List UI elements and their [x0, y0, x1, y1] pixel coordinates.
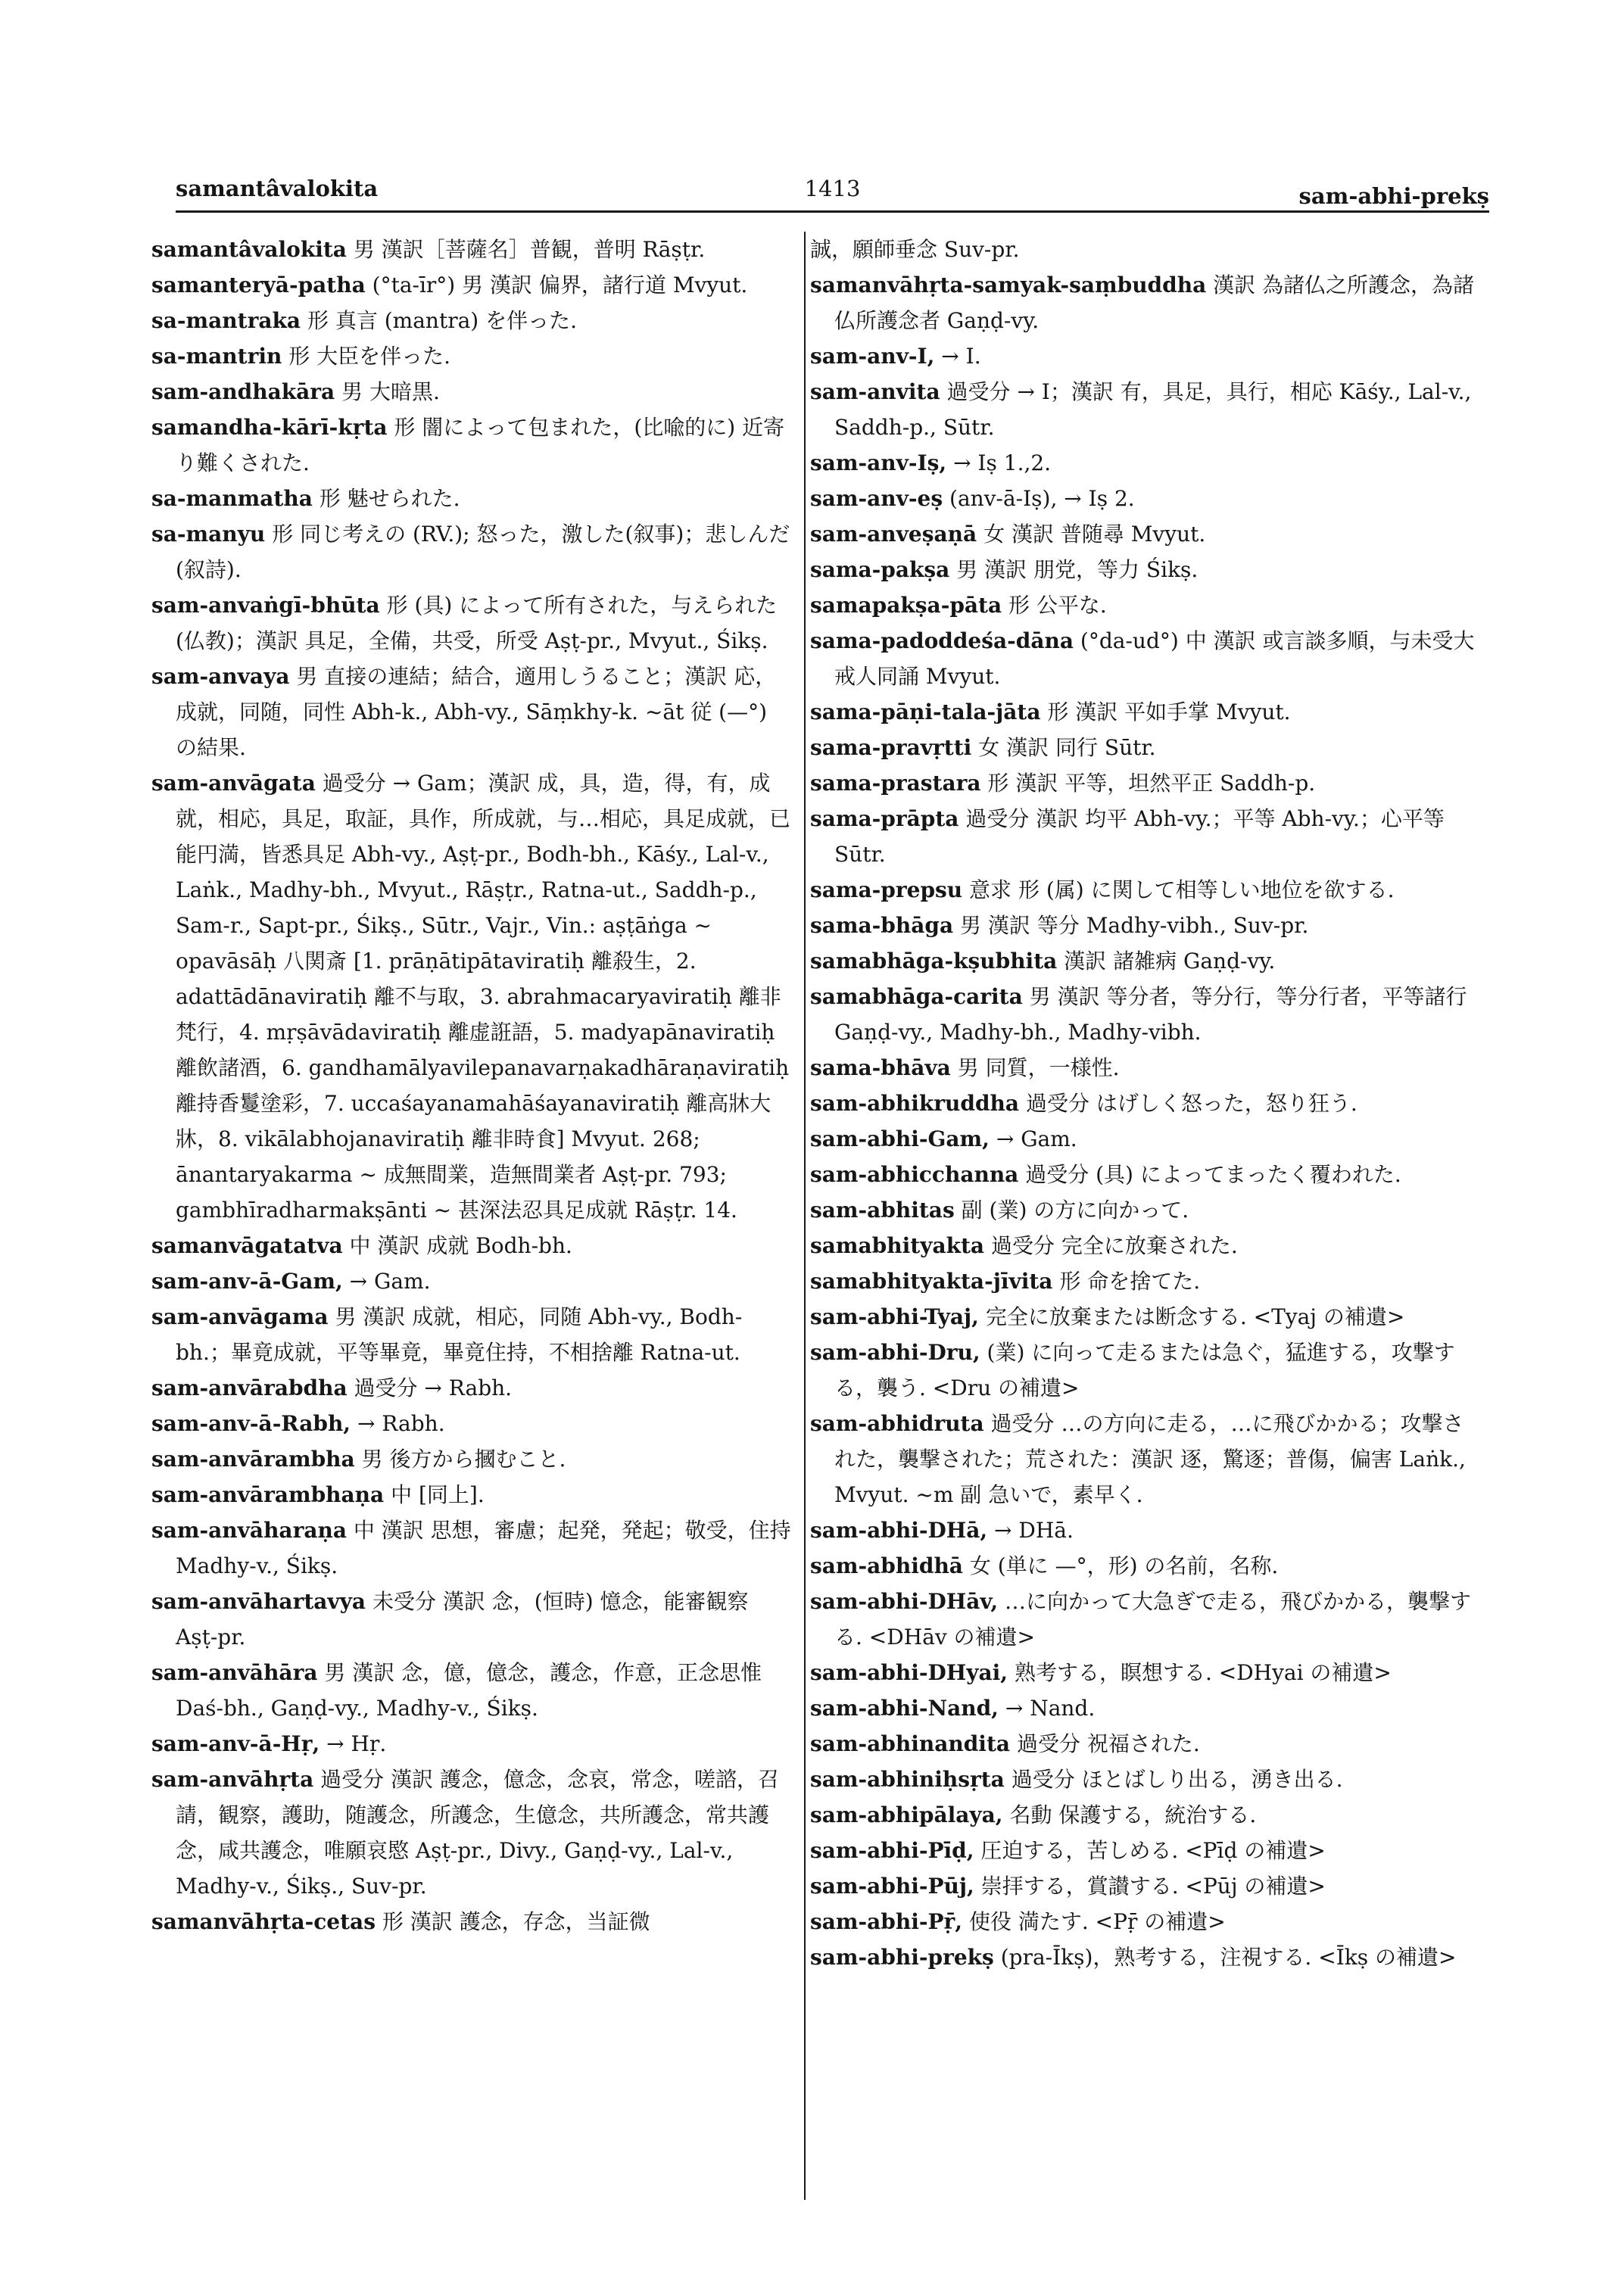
entry-definition: 男 漢訳 念，億，億念，護念，作意，正念思惟 Daś-bh., Gaṇḍ-vy., Madhy-v., Śikṣ. [176, 1660, 762, 1721]
entry-definition: 中 [同上]. [391, 1482, 485, 1507]
entry-headword: sa-manyu [151, 522, 266, 547]
entry-definition: 女 漢訳 同行 Sūtr. [978, 735, 1156, 760]
entry-headword: sam-abhi-Dru, [810, 1340, 980, 1365]
dictionary-entry [151, 1228, 791, 1263]
dictionary-entry [810, 694, 1476, 730]
entry-headword: sam-anv-eṣ [810, 486, 943, 511]
dictionary-entry [810, 445, 1476, 481]
dictionary-entry [810, 374, 1476, 445]
entry-headword: sam-anvāhartavya [151, 1589, 366, 1614]
entry-definition: 意求 形 (属) に関して相等しい地位を欲する. [969, 877, 1395, 902]
dictionary-entry [810, 1192, 1476, 1228]
entry-headword: sama-bhāva [810, 1055, 951, 1080]
dictionary-entry [810, 623, 1476, 694]
dictionary-entry [810, 908, 1476, 943]
dictionary-entry [810, 1655, 1476, 1690]
entry-definition: (°da-ud°) 中 漢訳 或言談多順，与未受大戒人同誦 Mvyut. [834, 628, 1475, 689]
dictionary-entry [151, 516, 791, 587]
dictionary-entry [810, 801, 1476, 872]
entry-definition: (pra-Īkṣ)，熟考する，注視する. <Īkṣ の補遺> [1000, 1945, 1457, 1970]
entry-definition: 男 直接の連結；結合，適用しうること；漢訳 応，成就，同随，同性 Abh-k., Abh-vy., Sāṃkhy-k. ~āt 従 (—°) の結果. [176, 664, 777, 760]
dictionary-entry [810, 979, 1476, 1050]
dictionary-entry [810, 1513, 1476, 1548]
dictionary-entry [151, 1513, 791, 1584]
entry-headword: sam-abhi-Gam, [810, 1126, 990, 1151]
entry-definition: 過受分 漢訳 均平 Abh-vy.；平等 Abh-vy.；心平等 Sūtr. [834, 806, 1445, 867]
entry-definition: 男 漢訳 成就，相応，同随 Abh-vy., Bodh-bh.；畢竟成就，平等畢竟，畢竟住持，不相捨離 Ratna-ut. [176, 1304, 743, 1365]
entry-headword: sam-anvaya [151, 664, 290, 689]
entry-headword: samanteryā-patha [151, 273, 366, 298]
entry-headword: samanvāgatatva [151, 1233, 343, 1258]
entry-headword: sam-anvāhṛta [151, 1767, 314, 1792]
entry-headword: samabhityakta-jīvita [810, 1269, 1053, 1294]
entry-definition: 形 魅せられた. [319, 486, 460, 511]
dictionary-entry [151, 267, 791, 303]
entry-headword: sam-anvāharaṇa [151, 1518, 347, 1543]
dictionary-entry [810, 1157, 1476, 1192]
entry-definition: 形 漢訳 護念，存念，当証微 [382, 1909, 650, 1934]
entry-headword: sam-abhidruta [810, 1411, 984, 1436]
entry-headword: sam-abhi-Pūj, [810, 1874, 974, 1899]
entry-definition: 誠，願師垂念 Suv-pr. [810, 237, 1020, 262]
entry-definition: → Gam. [349, 1269, 431, 1294]
entry-definition: 漢訳 為諸仏之所護念，為諸仏所護念者 Gaṇḍ-vy. [834, 273, 1475, 333]
entry-definition: → Rabh. [357, 1411, 445, 1436]
entry-definition: 男 漢訳 朋党，等力 Śikṣ. [956, 557, 1199, 582]
entry-definition: 過受分 → Rabh. [354, 1375, 513, 1400]
entry-headword: sam-anvāgata [151, 771, 316, 796]
entry-headword: samabhāga-kṣubhita [810, 949, 1058, 974]
entry-definition: 形 公平な. [1008, 593, 1107, 618]
dictionary-entry [151, 410, 791, 481]
dictionary-entry [810, 1406, 1476, 1513]
entry-headword: sam-abhikruddha [810, 1091, 1020, 1116]
entry-headword: samanvāhṛta-cetas [151, 1909, 376, 1934]
entry-headword: samanvāhṛta-samyak-saṃbuddha [810, 273, 1207, 298]
entry-headword: sam-abhi-Nand, [810, 1696, 999, 1721]
dictionary-entry [151, 1762, 791, 1904]
entry-definition: (anv-ā-Iṣ), → Iṣ 2. [949, 486, 1135, 511]
dictionary-entry [151, 481, 791, 516]
entry-headword: sam-abhiniḥsṛta [810, 1767, 1005, 1792]
entry-definition: 漢訳 諸雑病 Gaṇḍ-vy. [1064, 949, 1276, 974]
entry-headword: samantâvalokita [151, 237, 347, 262]
entry-headword: sam-anveṣaṇā [810, 522, 977, 547]
entry-headword: sam-abhinandita [810, 1731, 1011, 1756]
entry-headword: samapakṣa-pāta [810, 593, 1002, 618]
entry-headword: sam-abhipālaya, [810, 1802, 1003, 1827]
dictionary-entry [810, 481, 1476, 516]
entry-definition: 中 漢訳 成就 Bodh-bh. [349, 1233, 572, 1258]
entry-headword: sam-abhi-DHā, [810, 1518, 988, 1543]
dictionary-entry [810, 516, 1476, 552]
entry-definition: (業) に向って走るまたは急ぐ，猛進する，攻撃する，襲う. <Dru の補遺> [834, 1340, 1455, 1400]
entry-definition: 男 後方から摑むこと. [361, 1447, 566, 1472]
entry-definition: → Hṛ. [326, 1731, 387, 1756]
page-header [176, 165, 1489, 210]
entry-definition: → DHā. [994, 1518, 1074, 1543]
dictionary-entry [151, 338, 791, 374]
dictionary-entry [151, 1477, 791, 1513]
dictionary-entry [810, 943, 1476, 979]
dictionary-entry [810, 1228, 1476, 1263]
entry-headword: sa-manmatha [151, 486, 313, 511]
entry-definition: 過受分 祝福された. [1016, 1731, 1200, 1756]
dictionary-entry [151, 1263, 791, 1299]
entry-definition: → I. [941, 344, 981, 369]
entry-headword: sama-prepsu [810, 877, 963, 902]
entry-headword: sam-anvāgama [151, 1304, 329, 1329]
entry-definition: 名動 保護する，統治する. [1009, 1802, 1257, 1827]
entry-headword: sam-abhicchanna [810, 1162, 1019, 1187]
dictionary-entry [810, 338, 1476, 374]
entry-definition: 未受分 漢訳 念，(恒時) 憶念，能審観察 Aṣṭ-pr. [176, 1589, 749, 1650]
header-rule [176, 210, 1489, 213]
entry-definition: 形 命を捨てた. [1059, 1269, 1201, 1294]
entry-definition: 形 大臣を伴った. [288, 344, 451, 369]
entry-definition: 男 漢訳［菩薩名］普観，普明 Rāṣṭr. [353, 237, 706, 262]
entry-definition: 男 漢訳 等分者，等分行，等分行者，平等諸行 Gaṇḍ-vy., Madhy-bh., Madhy-vibh. [834, 984, 1467, 1045]
entry-headword: sa-mantrin [151, 344, 282, 369]
dictionary-entry [810, 1299, 1476, 1335]
entry-headword: sam-anvārambha [151, 1447, 355, 1472]
dictionary-entry [151, 587, 791, 659]
entry-definition: 過受分 漢訳 護念，億念，念哀，常念，嗟諮，召請，観察，護助，随護念，所護念，生億念，共所護念，常共護念，咸共護念，唯願哀愍 Aṣṭ-pr., Divy., Gaṇḍ-vy., Lal-v., Madhy-v., Śikṣ., Suv-pr. [176, 1767, 779, 1899]
entry-headword: sam-anvaṅgī-bhūta [151, 593, 380, 618]
dictionary-entry [810, 1904, 1476, 1939]
dictionary-entry [810, 1335, 1476, 1406]
column-divider [804, 232, 806, 2200]
dictionary-entry [810, 267, 1476, 338]
entry-headword: samabhāga-carita [810, 984, 1023, 1009]
dictionary-entry [810, 1690, 1476, 1726]
dictionary-entry [151, 374, 791, 410]
entry-definition: 過受分 (具) によってまったく覆われた. [1025, 1162, 1401, 1187]
dictionary-entry [810, 1584, 1476, 1655]
entry-definition: 過受分 …の方向に走る，…に飛びかかる；攻撃された，襲撃された；荒された：漢訳 逐，驚逐；普傷，偏害 Laṅk., Mvyut. ~m 副 急いで，素早く. [834, 1411, 1466, 1507]
dictionary-entry [810, 1263, 1476, 1299]
entry-headword: sam-anv-ā-Rabh, [151, 1411, 351, 1436]
entry-headword: sama-pravṛtti [810, 735, 972, 760]
dictionary-entry [810, 872, 1476, 908]
left-guide-word: samantâvalokita [176, 176, 379, 201]
entry-definition: 形 闇によって包まれた，(比喩的に) 近寄り難くされた. [176, 415, 785, 475]
dictionary-entry [810, 1050, 1476, 1086]
entry-headword: sam-abhi-Pīḍ, [810, 1838, 974, 1863]
entry-headword: samandha-kārī-kṛta [151, 415, 388, 440]
entry-definition: 圧迫する，苦しめる. <Pīḍ の補遺> [980, 1838, 1326, 1863]
entry-definition: 過受分 ほとばしり出る，湧き出る. [1011, 1767, 1343, 1792]
dictionary-entry [810, 765, 1476, 801]
entry-definition: → Gam. [996, 1126, 1077, 1151]
left-column [151, 232, 791, 1939]
dictionary-entry [810, 1868, 1476, 1904]
entry-definition: 過受分 → Gam；漢訳 成，具，造，得，有，成就，相応，具足，取証，具作，所成就，与…相応，具足成就，已能円満，皆悉具足 Abh-vy., Aṣṭ-pr., Bodh-bh., Kāśy., Lal-v., Laṅk., Madhy-bh., Mvyut., Rāṣṭr., Ratna-ut., Saddh-p., Sam-r., Sapt-pr., Śikṣ., Sūtr., Vajr., Vin.: aṣṭāṅga ~ opavāsāḥ 八関斎 [1. prāṇātipātaviratiḥ 離殺生，2. adattādānaviratiḥ 離不与取，3. abrahmacaryaviratiḥ 離非梵行，4. mṛṣāvādaviratiḥ 離虚誑語，5. madyapānaviratiḥ 離飲諸酒，6. gandhamālyavilepanavarṇakadhāraṇaviratiḥ 離持香鬘塗彩，7. uccaśayanamahāśayanaviratiḥ 離高牀大牀，8. vikālabhojanaviratiḥ 離非時食] Mvyut. 268; ānantaryakarma ~ 成無間業，造無間業者 Aṣṭ-pr. 793; gambhīradharmakṣānti ~ 甚深法忍具足成就 Rāṣṭr. 14. [176, 771, 791, 1223]
dictionary-entry [151, 232, 791, 267]
dictionary-entry [810, 1797, 1476, 1833]
dictionary-entry [151, 1584, 791, 1655]
entry-headword: sam-anv-ā-Gam, [151, 1269, 343, 1294]
dictionary-entry [151, 1406, 791, 1441]
entry-headword: sam-abhi-Pṝ, [810, 1909, 963, 1934]
entry-headword: sam-anvāhāra [151, 1660, 318, 1685]
dictionary-entry [810, 552, 1476, 587]
dictionary-entry [151, 1441, 791, 1477]
entry-headword: sam-abhidhā [810, 1553, 963, 1578]
entry-definition: 女 (単に —°，形) の名前，名称. [969, 1553, 1279, 1578]
dictionary-entry [810, 730, 1476, 765]
entry-headword: sama-prastara [810, 771, 981, 796]
dictionary-entry [151, 1655, 791, 1726]
dictionary-entry [151, 1370, 791, 1406]
dictionary-entry [151, 765, 791, 1228]
entry-headword: sam-anv-Iṣ, [810, 450, 947, 475]
entry-definition: → Iṣ 1.,2. [953, 450, 1052, 475]
entry-headword: sam-anv-I, [810, 344, 935, 369]
entry-headword: sama-padoddeśa-dāna [810, 628, 1074, 653]
dictionary-entry [810, 1939, 1476, 1975]
dictionary-entry [810, 232, 1476, 267]
dictionary-entry [151, 303, 791, 338]
entry-headword: sama-prāpta [810, 806, 959, 831]
page-number: 1413 [804, 176, 861, 201]
dictionary-entry [810, 1121, 1476, 1157]
dictionary-entry [151, 1904, 791, 1939]
entry-definition: 男 漢訳 等分 Madhy-vibh., Suv-pr. [960, 913, 1309, 938]
entry-headword: sam-abhi-DHāv, [810, 1589, 999, 1614]
entry-headword: sam-anv-ā-Hṛ, [151, 1731, 320, 1756]
entry-definition: 完全に放棄または断念する. <Tyaj の補遺> [985, 1304, 1405, 1329]
entry-headword: sama-pāṇi-tala-jāta [810, 699, 1041, 724]
entry-definition: 男 大暗黒. [341, 379, 440, 404]
dictionary-entry [151, 659, 791, 765]
entry-headword: sam-anvārambhaṇa [151, 1482, 385, 1507]
entry-definition: 形 漢訳 平等，坦然平正 Saddh-p. [987, 771, 1316, 796]
entry-definition: 過受分 はげしく怒った，怒り狂う. [1025, 1091, 1357, 1116]
dictionary-entry [810, 1086, 1476, 1121]
entry-definition: 副 (業) の方に向かって. [961, 1198, 1189, 1223]
dictionary-entry [810, 1548, 1476, 1584]
entry-headword: sama-pakṣa [810, 557, 950, 582]
entry-definition: 女 漢訳 普随尋 Mvyut. [983, 522, 1206, 547]
dictionary-entry [151, 1299, 791, 1370]
entry-definition: 過受分 → I；漢訳 有，具足，具行，相応 Kāśy., Lal-v., Saddh-p., Sūtr. [834, 379, 1472, 440]
entry-definition: 崇拝する，賞讃する. <Pūj の補遺> [980, 1874, 1326, 1899]
entry-headword: sam-abhitas [810, 1198, 955, 1223]
dictionary-entry [810, 1762, 1476, 1797]
entry-definition: (°ta-īr°) 男 漢訳 偏界，諸行道 Mvyut. [372, 273, 748, 298]
entry-definition: 熟考する，瞑想する. <DHyai の補遺> [1014, 1660, 1392, 1685]
entry-headword: sama-bhāga [810, 913, 954, 938]
entry-headword: sam-abhi-DHyai, [810, 1660, 1008, 1685]
entry-definition: …に向かって大急ぎで走る，飛びかかる，襲撃する. <DHāv の補遺> [834, 1589, 1472, 1650]
entry-definition: 形 漢訳 平如手掌 Mvyut. [1047, 699, 1291, 724]
entry-headword: sam-anvārabdha [151, 1375, 348, 1400]
entry-definition: 男 同質，一様性. [957, 1055, 1120, 1080]
right-column [810, 232, 1476, 1975]
dictionary-entry [810, 1833, 1476, 1868]
dictionary-entry [810, 1726, 1476, 1762]
dictionary-entry [151, 1726, 791, 1762]
right-guide-word: sam-abhi-prekṣ [1298, 183, 1489, 209]
entry-definition: 形 (具) によって所有された，与えられた (仏教)；漢訳 具足，全備，共受，所受 Aṣṭ-pr., Mvyut., Śikṣ. [176, 593, 778, 653]
entry-definition: 形 同じ考えの (RV.); 怒った，激した(叙事)；悲しんだ (叙詩). [176, 522, 790, 582]
dictionary-entry [810, 587, 1476, 623]
entry-definition: → Nand. [1005, 1696, 1096, 1721]
entry-headword: sa-mantraka [151, 308, 301, 333]
entry-headword: sam-anvita [810, 379, 940, 404]
entry-headword: sam-andhakāra [151, 379, 335, 404]
entry-headword: samabhityakta [810, 1233, 985, 1258]
entry-headword: sam-abhi-Tyaj, [810, 1304, 979, 1329]
entry-headword: sam-abhi-prekṣ [810, 1945, 994, 1970]
entry-definition: 形 真言 (mantra) を伴った. [307, 308, 577, 333]
entry-definition: 使役 満たす. <Pṝ の補遺> [968, 1909, 1226, 1934]
entry-definition: 中 漢訳 思想，審慮；起発，発起；敬受，住持 Madhy-v., Śikṣ. [176, 1518, 791, 1578]
entry-definition: 過受分 完全に放棄された. [990, 1233, 1238, 1258]
